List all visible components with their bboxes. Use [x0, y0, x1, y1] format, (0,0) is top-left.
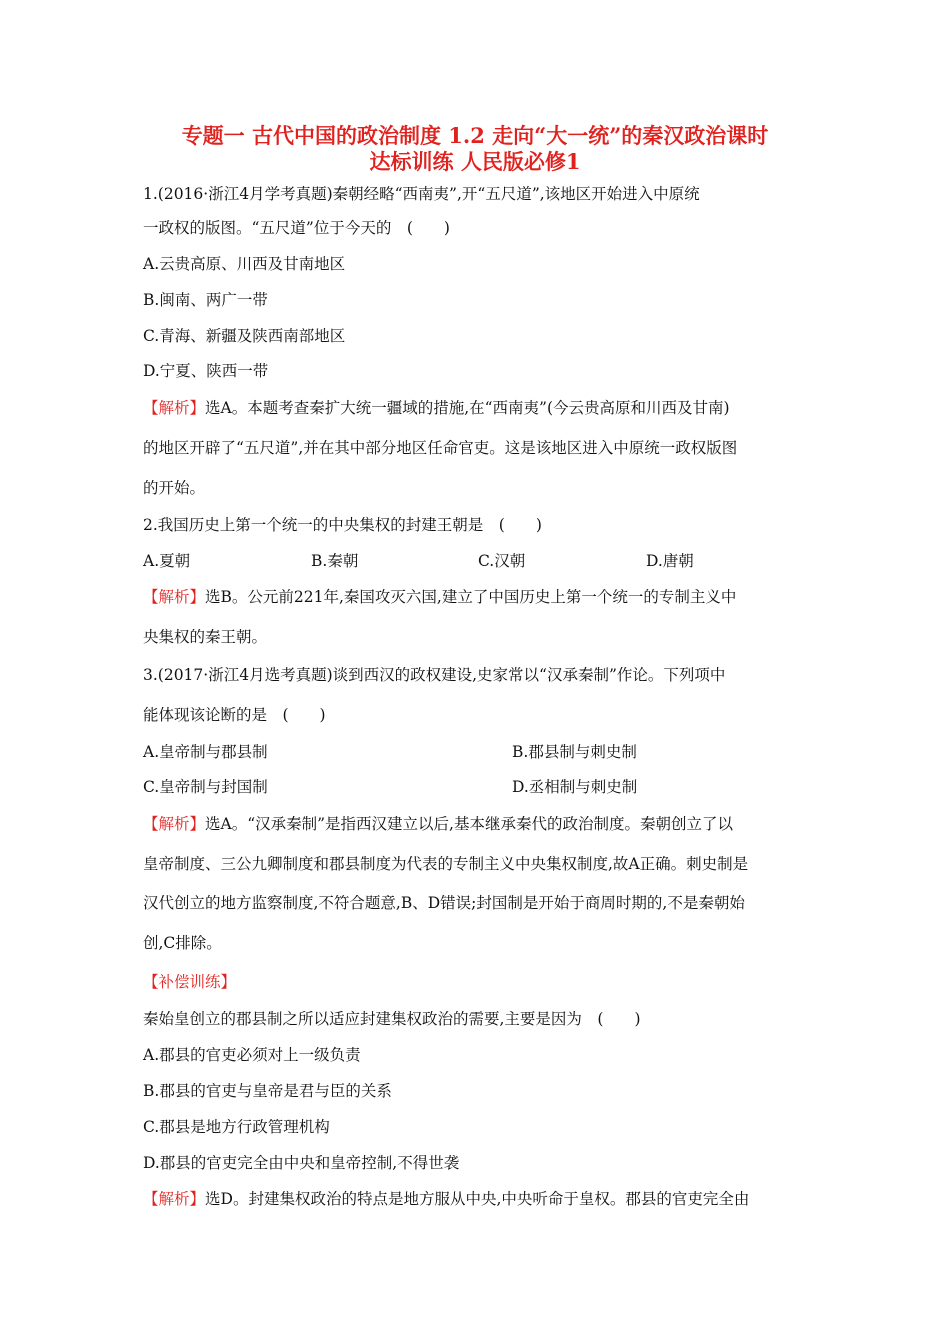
document-title-line-2: 达标训练 人民版必修1 — [369, 149, 581, 174]
q1-option-b: B.闽南、两广一带 — [143, 291, 268, 309]
q1-stem-line-1: 1.(2016·浙江4月学考真题)秦朝经略“西南夷”,开“五尺道”,该地区开始进入中原统 — [143, 185, 700, 203]
q2-analysis-line-2: 央集权的秦王朝。 — [143, 628, 268, 646]
q3-analysis-line-1 — [143, 814, 733, 834]
supplement-option-a: A.郡县的官吏必须对上一级负责 — [143, 1046, 361, 1064]
q2-option-b: B.秦朝 — [311, 552, 359, 570]
document-title-line-1: 专题一 古代中国的政治制度 1.2 走向“大一统”的秦汉政治课时 — [181, 123, 769, 148]
supplement-analysis-line-1 — [143, 1189, 749, 1209]
supplement-option-c: C.郡县是地方行政管理机构 — [143, 1118, 330, 1136]
q2-option-a: A.夏朝 — [143, 552, 191, 570]
supplement-stem: 秦始皇创立的郡县制之所以适应封建集权政治的需要,主要是因为 ( ) — [143, 1010, 641, 1028]
q1-option-d: D.宁夏、陕西一带 — [143, 362, 269, 380]
q3-analysis-line-3: 汉代创立的地方监察制度,不符合题意,B、D错误;封国制是开始于商周时期的,不是秦朝始 — [143, 894, 745, 912]
q1-stem-line-2: 一政权的版图。“五尺道”位于今天的 ( ) — [143, 219, 450, 237]
q3-option-c: C.皇帝制与封国制 — [143, 778, 268, 796]
analysis-tag: 【解析】 — [143, 588, 206, 606]
supplement-option-b: B.郡县的官吏与皇帝是君与臣的关系 — [143, 1082, 392, 1100]
q3-stem-line-2: 能体现该论断的是 ( ) — [143, 706, 326, 724]
q2-analysis-line-1 — [143, 587, 736, 607]
q2-option-d: D.唐朝 — [646, 552, 694, 570]
q1-option-a: A.云贵高原、川西及甘南地区 — [143, 255, 346, 273]
q2-stem: 2.我国历史上第一个统一的中央集权的封建王朝是 ( ) — [143, 516, 542, 534]
analysis-tag: 【解析】 — [143, 1190, 206, 1208]
supplement-tag: 【补偿训练】 — [143, 973, 237, 991]
analysis-text: 选B。公元前221年,秦国攻灭六国,建立了中国历史上第一个统一的专制主义中 — [205, 588, 737, 606]
q3-option-d: D.丞相制与刺史制 — [512, 778, 638, 796]
q1-analysis-line-3: 的开始。 — [143, 479, 206, 497]
q3-analysis-line-4: 创,C排除。 — [143, 934, 222, 952]
analysis-text: 选A。本题考查秦扩大统一疆域的措施,在“西南夷”(今云贵高原和川西及甘南) — [205, 399, 730, 417]
q3-analysis-line-2: 皇帝制度、三公九卿制度和郡县制度为代表的专制主义中央集权制度,故A正确。刺史制是 — [143, 855, 749, 873]
analysis-tag: 【解析】 — [143, 399, 206, 417]
analysis-text: 选A。“汉承秦制”是指西汉建立以后,基本继承秦代的政治制度。秦朝创立了以 — [205, 815, 733, 833]
q3-stem-line-1: 3.(2017·浙江4月选考真题)谈到西汉的政权建设,史家常以“汉承秦制”作论。下列项中 — [143, 666, 726, 684]
q3-option-b: B.郡县制与刺史制 — [512, 743, 637, 761]
analysis-tag: 【解析】 — [143, 815, 206, 833]
q1-analysis-line-2: 的地区开辟了“五尺道”,并在其中部分地区任命官吏。这是该地区进入中原统一政权版图 — [143, 439, 738, 457]
q1-analysis-line-1 — [143, 398, 730, 418]
supplement-option-d: D.郡县的官吏完全由中央和皇帝控制,不得世袭 — [143, 1154, 460, 1172]
analysis-text: 选D。封建集权政治的特点是地方服从中央,中央听命于皇权。郡县的官吏完全由 — [205, 1190, 750, 1208]
q3-option-a: A.皇帝制与郡县制 — [143, 743, 268, 761]
q1-option-c: C.青海、新疆及陕西南部地区 — [143, 327, 346, 345]
q2-option-c: C.汉朝 — [478, 552, 526, 570]
